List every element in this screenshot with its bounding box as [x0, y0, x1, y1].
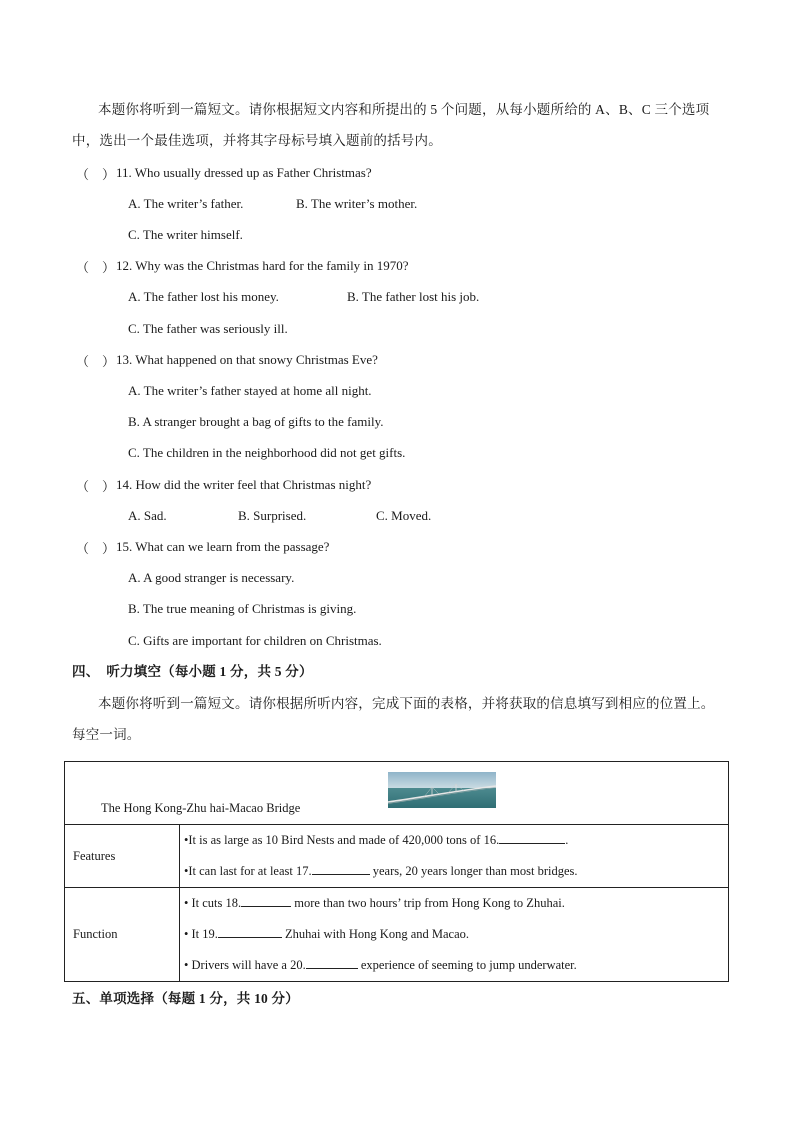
q13-option-c: C. The children in the neighborhood did not get gifts. — [128, 445, 406, 460]
blank-19[interactable] — [218, 925, 282, 938]
q15-option-b: B. The true meaning of Christmas is giving. — [128, 601, 357, 616]
q14-option-b: B. Surprised. — [238, 508, 307, 523]
function-cell — [180, 888, 729, 982]
function-19-after: Zhuhai with Hong Kong and Macao. — [281, 927, 470, 941]
function-20-text: • Drivers will have a 20. — [184, 958, 306, 972]
question-12-stem: 12. Why was the Christmas hard for the family in 1970? — [116, 258, 409, 273]
section4-heading: 四、 听力填空（每小题 1 分，共 5 分） — [72, 664, 313, 679]
feature-16-text: •It is as large as 10 Bird Nests and made of 420,000 tons of 16. — [184, 833, 500, 847]
table-title-cell — [65, 762, 729, 825]
answer-paren-15[interactable]: （ ） — [76, 541, 116, 556]
bridge-info-table — [64, 761, 729, 982]
q12-option-a: A. The father lost his money. — [128, 289, 279, 304]
answer-paren-12[interactable]: （ ） — [76, 260, 116, 275]
q11-option-a: A. The writer’s father. — [128, 196, 244, 211]
function-18-text: • It cuts 18. — [184, 896, 242, 910]
section4-intro-line2: 每空一词。 — [72, 727, 141, 742]
section3-intro-line1: 本题你将听到一篇短文。请你根据短文内容和所提出的 5 个问题，从每小题所给的 A、B、C 三个选项 — [98, 102, 710, 117]
feature-17-after: years, 20 years longer than most bridges. — [369, 864, 578, 878]
q11-option-c: C. The writer himself. — [128, 227, 243, 242]
feature-line-16 — [180, 825, 728, 856]
blank-17[interactable] — [312, 862, 370, 875]
features-cell — [180, 825, 729, 888]
q12-option-c: C. The father was seriously ill. — [128, 321, 288, 336]
answer-paren-13[interactable]: （ ） — [76, 354, 116, 369]
blank-18[interactable] — [241, 894, 291, 907]
question-13-stem: 13. What happened on that snowy Christmas Eve? — [116, 352, 378, 367]
function-line-18 — [180, 888, 728, 919]
row-label-features: Features — [65, 825, 180, 888]
blank-16[interactable] — [499, 831, 565, 844]
function-line-19 — [180, 919, 728, 950]
section3-intro-line2: 中，选出一个最佳选项，并将其字母标号填入题前的括号内。 — [72, 133, 442, 148]
bridge-photo — [388, 772, 496, 808]
q13-option-b: B. A stranger brought a bag of gifts to the family. — [128, 414, 384, 429]
q14-option-a: A. Sad. — [128, 508, 167, 523]
row-label-function: Function — [65, 888, 180, 982]
answer-paren-14[interactable]: （ ） — [76, 479, 116, 494]
q15-option-c: C. Gifts are important for children on Christmas. — [128, 633, 382, 648]
function-19-text: • It 19. — [184, 927, 218, 941]
section5-heading: 五、单项选择（每题 1 分，共 10 分） — [72, 991, 299, 1006]
q13-option-a: A. The writer’s father stayed at home all night. — [128, 383, 372, 398]
feature-16-after: . — [565, 833, 569, 847]
question-11-stem: 11. Who usually dressed up as Father Christmas? — [116, 165, 372, 180]
question-14-stem: 14. How did the writer feel that Christmas night? — [116, 477, 372, 492]
question-15-stem: 15. What can we learn from the passage? — [116, 539, 330, 554]
blank-20[interactable] — [306, 956, 358, 969]
answer-paren-11[interactable]: （ ） — [76, 167, 116, 182]
table-title: The Hong Kong-Zhu hai-Macao Bridge — [101, 801, 301, 815]
feature-17-text: •It can last for at least 17. — [184, 864, 312, 878]
q12-option-b: B. The father lost his job. — [347, 289, 480, 304]
q11-option-b: B. The writer’s mother. — [296, 196, 418, 211]
q14-option-c: C. Moved. — [376, 508, 432, 523]
function-18-after: more than two hours’ trip from Hong Kong to Zhuhai. — [291, 896, 565, 910]
q15-option-a: A. A good stranger is necessary. — [128, 570, 295, 585]
function-line-20 — [180, 950, 728, 981]
section4-intro-line1: 本题你将听到一篇短文。请你根据所听内容，完成下面的表格，并将获取的信息填写到相应的位置上。 — [98, 696, 715, 711]
function-20-after: experience of seeming to jump underwater. — [357, 958, 577, 972]
feature-line-17 — [180, 856, 728, 887]
